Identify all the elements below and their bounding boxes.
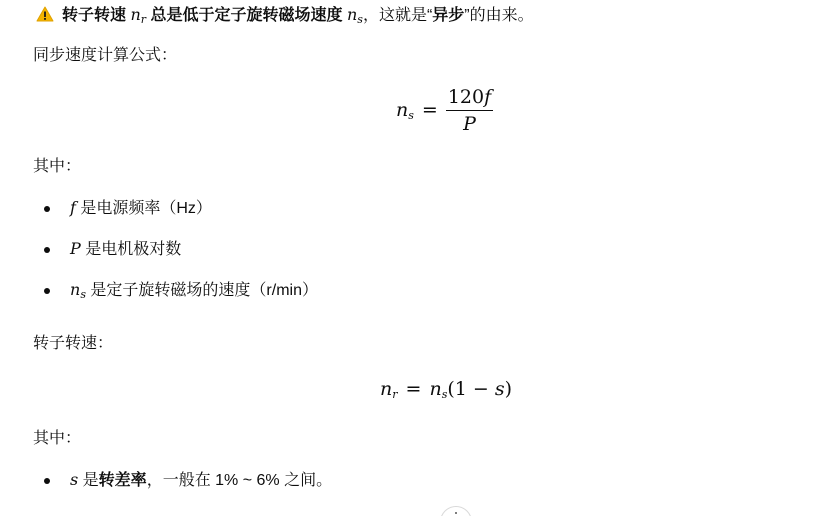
list-item-var: s — [70, 470, 79, 489]
formula-equals: = — [421, 98, 438, 121]
warning-tail-bold: 异步 — [432, 7, 465, 24]
list-item-text: 是电源频率（Hz） — [75, 200, 212, 217]
formula-lhs: $n_s$ — [396, 98, 414, 122]
rotor-formula-equals: = — [405, 378, 422, 400]
rotor-formula-minus: − — [466, 378, 495, 400]
warning-line — [36, 4, 534, 27]
list-item — [70, 279, 318, 302]
formula-denominator: P — [463, 113, 476, 135]
rotor-formula-paren-open: (1 — [447, 378, 467, 400]
warning-title-bold-2: 总是低于定子旋转磁场速度 — [150, 7, 343, 24]
warning-triangle-icon — [36, 6, 54, 22]
scroll-down-button[interactable] — [440, 506, 472, 516]
list-item-text-2: ，一般在 1% ~ 6% 之间。 — [146, 472, 333, 489]
where-heading-1: 其中： — [33, 158, 82, 175]
rotor-formula-paren-close: ) — [504, 378, 513, 400]
formula-fraction — [446, 86, 493, 135]
list-item — [70, 197, 212, 220]
list-item-var: P — [70, 239, 81, 258]
sync-speed-heading: 同步速度计算公式： — [33, 47, 178, 64]
arrow-down-icon — [455, 512, 457, 514]
rotor-speed-heading: 转子转速： — [33, 335, 114, 352]
slip-rate-term: 转差率 — [98, 472, 147, 489]
rotor-speed-formula — [380, 378, 512, 400]
list-bullet — [44, 288, 50, 294]
list-item-text: 是定子旋转磁场的速度（r/min） — [85, 282, 318, 299]
rotor-formula-lhs: $n_r$ — [380, 378, 398, 401]
list-item-var: f — [70, 198, 76, 217]
rotor-formula-rhs-ns: $n_s$ — [429, 378, 448, 401]
warning-title-bold: 转子转速 — [62, 7, 127, 24]
sync-speed-symbol: $n_s$ — [346, 5, 363, 26]
list-bullet — [44, 247, 50, 253]
where-heading-2: 其中： — [33, 430, 82, 447]
warning-tail-2: ”的由来。 — [464, 7, 534, 24]
list-item-var: $n_s$ — [70, 280, 86, 301]
sync-speed-formula — [396, 86, 493, 135]
list-item-text: 是电机极对数 — [80, 241, 182, 258]
list-item — [70, 469, 332, 492]
warning-tail-1: ，这就是“ — [362, 7, 433, 24]
list-bullet — [44, 478, 50, 484]
rotor-formula-slip-var: s — [494, 378, 505, 400]
formula-numerator-value: 120 — [447, 86, 485, 108]
list-item-text: 是 — [78, 472, 99, 489]
rotor-speed-symbol: $n_r$ — [130, 5, 147, 26]
formula-numerator-var: f — [484, 86, 492, 108]
list-bullet — [44, 206, 50, 212]
list-item — [70, 238, 181, 261]
